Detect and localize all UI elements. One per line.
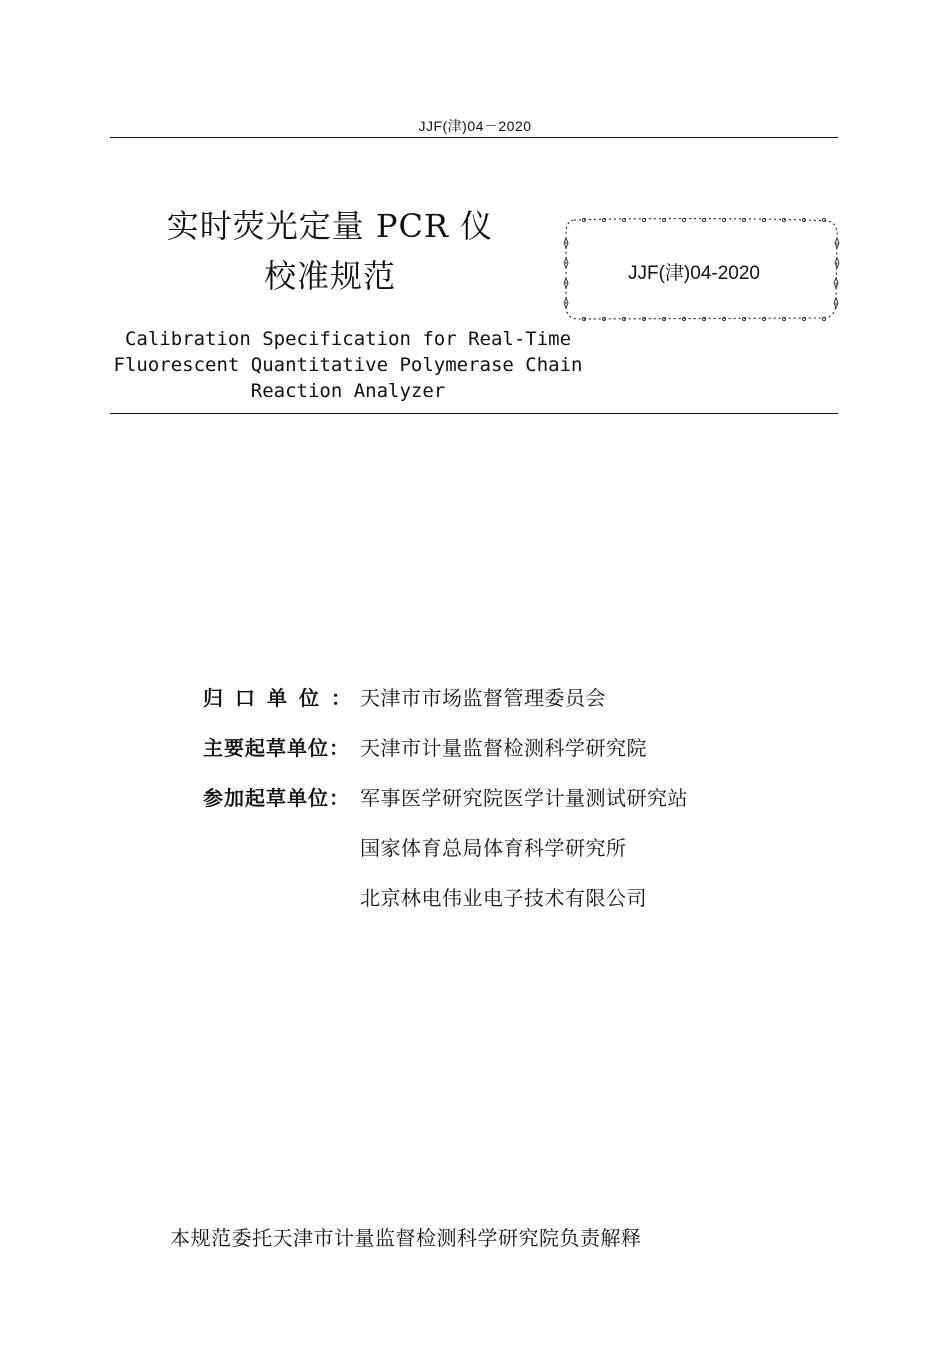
title-english-line-3: Reaction Analyzer [250, 380, 446, 402]
participating-unit-value-3: 北京林电伟业电子技术有限公司 [360, 886, 647, 910]
standard-code: JJF(津)04-2020 [628, 263, 760, 284]
title-english [110, 326, 586, 404]
main-drafting-unit-value: 天津市计量监督检测科学研究院 [360, 736, 647, 760]
title-rule [110, 413, 838, 414]
responsible-unit-value: 天津市市场监督管理委员会 [360, 686, 606, 710]
responsible-unit-label: 归口单位： [203, 686, 363, 710]
title-chinese-line-2: 校准规范 [263, 257, 396, 295]
participating-unit-label: 参加起草单位： [203, 786, 350, 810]
title-english-line-1: Calibration Specification for Real-Time [124, 328, 572, 350]
interpretation-note: 本规范委托天津市计量监督检测科学研究院负责解释 [170, 1226, 642, 1250]
header-standard-code: JJF(津)04－2020 [418, 118, 532, 134]
participating-unit-value-2: 国家体育总局体育科学研究所 [360, 836, 627, 860]
title-english-line-2: Fluorescent Quantitative Polymerase Chain [113, 354, 583, 376]
header-rule [110, 137, 838, 138]
participating-unit-value-1: 军事医学研究院医学计量测试研究站 [360, 786, 688, 810]
main-drafting-unit-label: 主要起草单位： [203, 736, 350, 760]
standard-code-box [562, 214, 840, 324]
title-chinese-line-1: 实时荧光定量 PCR 仪 [166, 207, 494, 245]
